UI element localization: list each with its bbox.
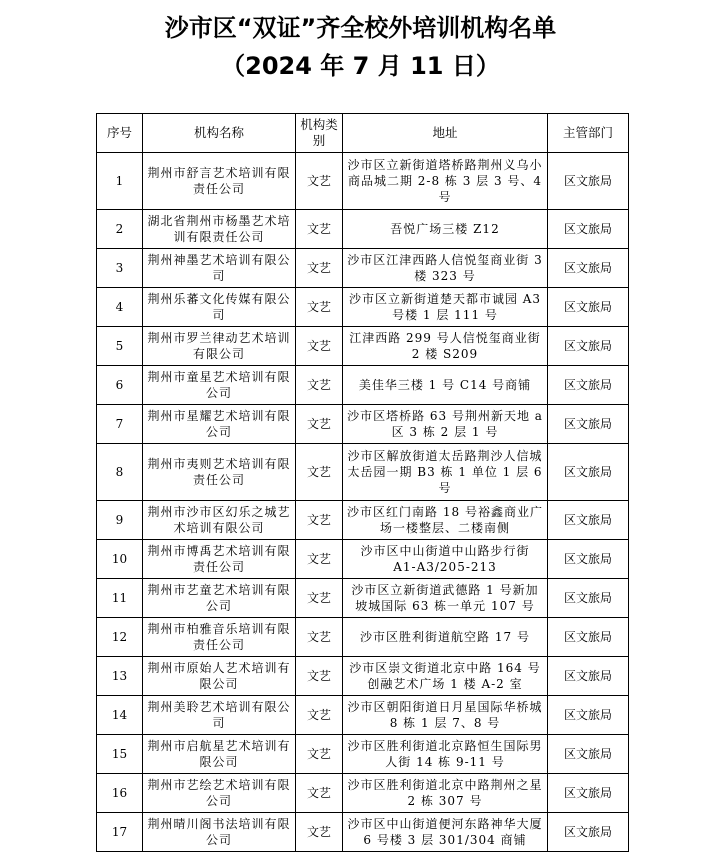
cell-address: 沙市区崇文街道北京中路 164 号创融艺术广场 1 楼 A-2 室 — [343, 657, 548, 696]
table-row — [97, 288, 629, 327]
cell-serial: 12 — [97, 618, 143, 657]
cell-dept: 区文旅局 — [548, 540, 629, 579]
cell-address: 沙市区红门南路 18 号裕鑫商业广场一楼整层、二楼南侧 — [343, 501, 548, 540]
cell-address: 沙市区中山街道中山路步行街 A1-A3/205-213 — [343, 540, 548, 579]
cell-name: 荆州市童星艺术培训有限公司 — [143, 366, 296, 405]
cell-address: 沙市区朝阳街道日月星国际华桥城 8 栋 1 层 7、8 号 — [343, 696, 548, 735]
cell-dept: 区文旅局 — [548, 657, 629, 696]
cell-type: 文艺 — [296, 696, 343, 735]
cell-dept: 区文旅局 — [548, 327, 629, 366]
table-row — [97, 579, 629, 618]
cell-dept: 区文旅局 — [548, 249, 629, 288]
cell-type: 文艺 — [296, 327, 343, 366]
cell-name: 荆州市启航星艺术培训有限公司 — [143, 735, 296, 774]
cell-name: 荆州市博禹艺术培训有限责任公司 — [143, 540, 296, 579]
cell-name: 荆州市柏雅音乐培训有限责任公司 — [143, 618, 296, 657]
cell-serial: 1 — [97, 153, 143, 210]
cell-dept: 区文旅局 — [548, 366, 629, 405]
cell-name: 荆州晴川阁书法培训有限公司 — [143, 813, 296, 852]
cell-address: 沙市区立新街道楚天都市诚园 A3 号楼 1 层 111 号 — [343, 288, 548, 327]
cell-type: 文艺 — [296, 618, 343, 657]
cell-dept: 区文旅局 — [548, 696, 629, 735]
cell-type: 文艺 — [296, 579, 343, 618]
institutions-table — [96, 113, 629, 852]
cell-type: 文艺 — [296, 153, 343, 210]
cell-type: 文艺 — [296, 540, 343, 579]
cell-address: 沙市区中山街道便河东路神华大厦 6 号楼 3 层 301/304 商铺 — [343, 813, 548, 852]
cell-serial: 15 — [97, 735, 143, 774]
table-row — [97, 813, 629, 852]
cell-type: 文艺 — [296, 774, 343, 813]
header-dept: 主管部门 — [548, 114, 629, 153]
table-row — [97, 249, 629, 288]
cell-dept: 区文旅局 — [548, 153, 629, 210]
cell-serial: 4 — [97, 288, 143, 327]
cell-type: 文艺 — [296, 210, 343, 249]
cell-dept: 区文旅局 — [548, 405, 629, 444]
cell-dept: 区文旅局 — [548, 579, 629, 618]
cell-serial: 11 — [97, 579, 143, 618]
cell-type: 文艺 — [296, 813, 343, 852]
table-row — [97, 735, 629, 774]
cell-address: 沙市区塔桥路 63 号荆州新天地 a 区 3 栋 2 层 1 号 — [343, 405, 548, 444]
cell-name: 荆州市艺童艺术培训有限公司 — [143, 579, 296, 618]
table-row — [97, 501, 629, 540]
cell-name: 荆州市艺绘艺术培训有限公司 — [143, 774, 296, 813]
header-serial: 序号 — [97, 114, 143, 153]
cell-serial: 8 — [97, 444, 143, 501]
cell-name: 湖北省荆州市杨墨艺术培训有限责任公司 — [143, 210, 296, 249]
header-name: 机构名称 — [143, 114, 296, 153]
table-row — [97, 327, 629, 366]
cell-serial: 10 — [97, 540, 143, 579]
cell-name: 荆州神墨艺术培训有限公司 — [143, 249, 296, 288]
cell-serial: 5 — [97, 327, 143, 366]
cell-name: 荆州市原始人艺术培训有限公司 — [143, 657, 296, 696]
cell-dept: 区文旅局 — [548, 210, 629, 249]
table-row — [97, 405, 629, 444]
cell-type: 文艺 — [296, 405, 343, 444]
cell-dept: 区文旅局 — [548, 813, 629, 852]
cell-address: 沙市区胜利街道北京中路荆州之星 2 栋 307 号 — [343, 774, 548, 813]
cell-type: 文艺 — [296, 501, 343, 540]
cell-serial: 16 — [97, 774, 143, 813]
cell-type: 文艺 — [296, 444, 343, 501]
cell-dept: 区文旅局 — [548, 444, 629, 501]
document-date: （2024 年 7 月 11 日） — [221, 52, 500, 80]
cell-dept: 区文旅局 — [548, 774, 629, 813]
table-row — [97, 210, 629, 249]
cell-address: 吾悦广场三楼 Z12 — [343, 210, 548, 249]
cell-address: 沙市区解放街道太岳路荆沙人信城太岳园一期 B3 栋 1 单位 1 层 6 号 — [343, 444, 548, 501]
table-row — [97, 366, 629, 405]
cell-name: 荆州市夷则艺术培训有限责任公司 — [143, 444, 296, 501]
cell-address: 江津西路 299 号人信悦玺商业街 2 楼 S209 — [343, 327, 548, 366]
cell-address: 沙市区江津西路人信悦玺商业街 3 楼 323 号 — [343, 249, 548, 288]
cell-type: 文艺 — [296, 366, 343, 405]
document-title: 沙市区“双证”齐全校外培训机构名单 — [164, 14, 557, 42]
cell-type: 文艺 — [296, 657, 343, 696]
cell-dept: 区文旅局 — [548, 618, 629, 657]
cell-address: 沙市区胜利街道北京路恒生国际男人街 14 栋 9-11 号 — [343, 735, 548, 774]
header-type: 机构类别 — [296, 114, 343, 153]
cell-address: 美佳华三楼 1 号 C14 号商铺 — [343, 366, 548, 405]
cell-name: 荆州乐蕃文化传媒有限公司 — [143, 288, 296, 327]
table-row — [97, 153, 629, 210]
header-address: 地址 — [343, 114, 548, 153]
cell-serial: 9 — [97, 501, 143, 540]
cell-address: 沙市区立新街道塔桥路荆州义乌小商品城二期 2-8 栋 3 层 3 号、4 号 — [343, 153, 548, 210]
table-row — [97, 657, 629, 696]
table-row — [97, 444, 629, 501]
cell-serial: 13 — [97, 657, 143, 696]
cell-type: 文艺 — [296, 288, 343, 327]
cell-dept: 区文旅局 — [548, 501, 629, 540]
cell-address: 沙市区立新街道武德路 1 号新加坡城国际 63 栋一单元 107 号 — [343, 579, 548, 618]
cell-name: 荆州美聆艺术培训有限公司 — [143, 696, 296, 735]
cell-name: 荆州市沙市区幻乐之城艺术培训有限公司 — [143, 501, 296, 540]
cell-type: 文艺 — [296, 735, 343, 774]
table-row — [97, 774, 629, 813]
table-header-row — [97, 114, 629, 153]
cell-serial: 6 — [97, 366, 143, 405]
cell-serial: 3 — [97, 249, 143, 288]
cell-name: 荆州市舒言艺术培训有限责任公司 — [143, 153, 296, 210]
cell-serial: 14 — [97, 696, 143, 735]
cell-serial: 7 — [97, 405, 143, 444]
cell-name: 荆州市罗兰律动艺术培训有限公司 — [143, 327, 296, 366]
cell-serial: 2 — [97, 210, 143, 249]
cell-dept: 区文旅局 — [548, 735, 629, 774]
table-row — [97, 618, 629, 657]
cell-address: 沙市区胜利街道航空路 17 号 — [343, 618, 548, 657]
cell-name: 荆州市星耀艺术培训有限公司 — [143, 405, 296, 444]
cell-type: 文艺 — [296, 249, 343, 288]
table-row — [97, 540, 629, 579]
cell-dept: 区文旅局 — [548, 288, 629, 327]
table-row — [97, 696, 629, 735]
cell-serial: 17 — [97, 813, 143, 852]
